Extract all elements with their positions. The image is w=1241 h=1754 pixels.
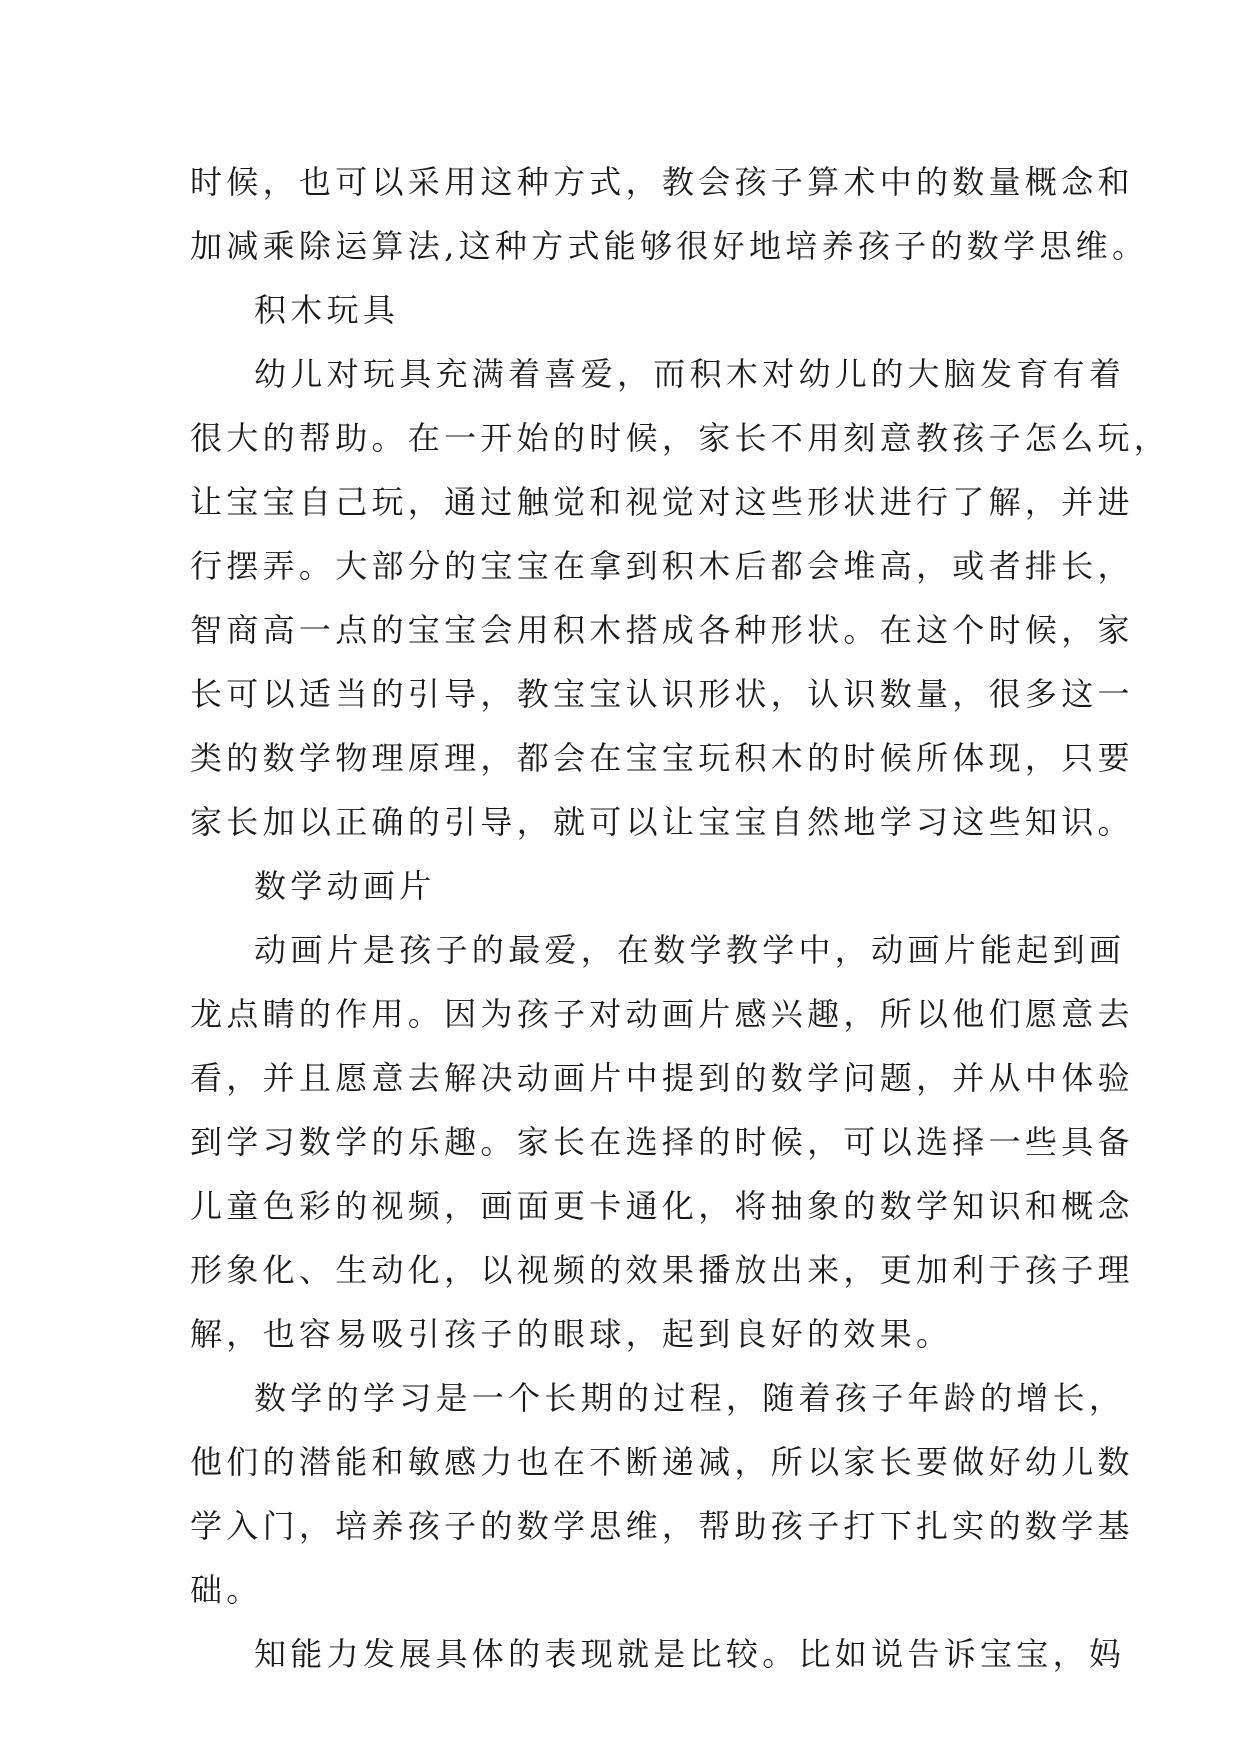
- section-heading: 积木玩具: [254, 291, 400, 329]
- text-line: 础。: [190, 1571, 263, 1609]
- text-line: 学入门，培养孩子的数学思维，帮助孩子打下扎实的数学基: [190, 1507, 1134, 1545]
- text-line: 智商高一点的宝宝会用积木搭成各种形状。在这个时候，家: [190, 611, 1134, 649]
- text-line: 解，也容易吸引孩子的眼球，起到良好的效果。: [190, 1315, 953, 1353]
- text-line: 看，并且愿意去解决动画片中提到的数学问题，并从中体验: [190, 1059, 1134, 1097]
- text-line: 长可以适当的引导，教宝宝认识形状，认识数量，很多这一: [190, 675, 1134, 713]
- text-line: 让宝宝自己玩，通过触觉和视觉对这些形状进行了解，并进: [190, 483, 1134, 521]
- text-line: 数学的学习是一个长期的过程，随着孩子年龄的增长，: [254, 1379, 1126, 1417]
- text-line: 到学习数学的乐趣。家长在选择的时候，可以选择一些具备: [190, 1123, 1134, 1161]
- text-line: 加减乘除运算法,这种方式能够很好地培养孩子的数学思维。: [190, 227, 1149, 265]
- text-line: 知能力发展具体的表现就是比较。比如说告诉宝宝，妈: [254, 1635, 1126, 1673]
- text-line: 他们的潜能和敏感力也在不断递减，所以家长要做好幼儿数: [190, 1443, 1134, 1481]
- text-line: 幼儿对玩具充满着喜爱，而积木对幼儿的大脑发育有着: [254, 355, 1126, 393]
- text-line: 时候，也可以采用这种方式，教会孩子算术中的数量概念和: [190, 163, 1134, 201]
- section-heading: 数学动画片: [254, 867, 436, 905]
- text-line: 家长加以正确的引导，就可以让宝宝自然地学习这些知识。: [190, 803, 1134, 841]
- text-line: 儿童色彩的视频，画面更卡通化，将抽象的数学知识和概念: [190, 1187, 1134, 1225]
- text-line: 龙点睛的作用。因为孩子对动画片感兴趣，所以他们愿意去: [190, 995, 1134, 1033]
- text-line: 动画片是孩子的最爱，在数学教学中，动画片能起到画: [254, 931, 1126, 969]
- text-line: 很大的帮助。在一开始的时候，家长不用刻意教孩子怎么玩，: [190, 419, 1171, 457]
- text-line: 行摆弄。大部分的宝宝在拿到积木后都会堆高，或者排长，: [190, 547, 1134, 585]
- document-body: [190, 150, 1171, 1686]
- text-line: 类的数学物理原理，都会在宝宝玩积木的时候所体现，只要: [190, 739, 1134, 777]
- text-line: 形象化、生动化，以视频的效果播放出来，更加利于孩子理: [190, 1251, 1134, 1289]
